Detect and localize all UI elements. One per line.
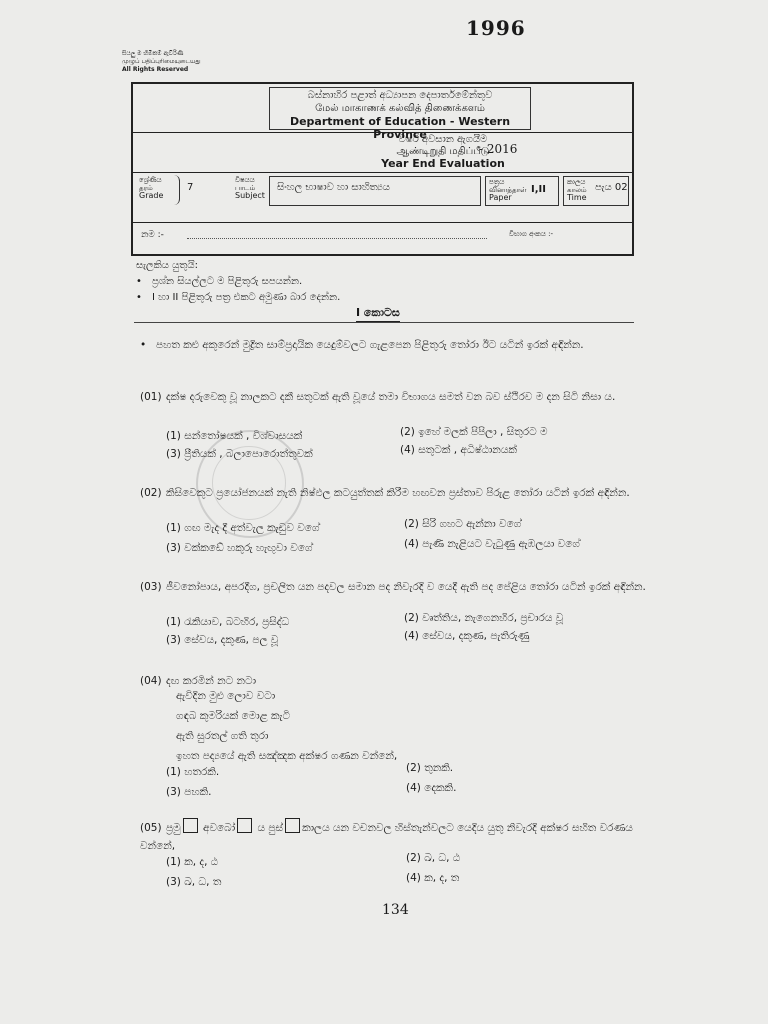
- instruction-item: • I හා II පිළිතුරු පත්‍ර එකට අමුණා බාර දෙන්න.: [136, 292, 341, 303]
- instruction-text: I හා II පිළිතුරු පත්‍ර එකට අමුණා බාර දෙන්න.: [152, 292, 341, 303]
- word-part: පුස්: [268, 822, 284, 834]
- poem-line: ඇති සුරතල් ගති තුරා: [176, 730, 269, 742]
- exam-info-row: [133, 172, 632, 212]
- instructions-title: සැලකිය යුතුයි:: [136, 260, 198, 271]
- blank-box: [183, 818, 198, 833]
- option[interactable]: (4) ක, ද, ත: [406, 872, 460, 884]
- page-number: 134: [382, 902, 409, 918]
- evaluation-title: [253, 134, 633, 170]
- question-text: ඉහත පද්‍යයේ ඇති සඤ්ඤක අක්ෂර ගණන වන්නේ,: [176, 750, 398, 762]
- grade-value: 7: [187, 182, 194, 193]
- bracket: [173, 175, 180, 205]
- option[interactable]: (2) වෘත්තිය, නැගෙනහිර, ප්‍රචාරය වූ: [404, 612, 564, 624]
- option[interactable]: (2) ඛ, ධ, ඨ: [406, 852, 460, 864]
- question-text: ජීවනෝපාය, අපරදීග, ප්‍රචලිත යන පදවල සමාන පද නිවැරදි ව යෙදී ඇති පද පේළිය තෝරා යටින් ඉරක් අඳින්න.: [166, 581, 646, 593]
- option[interactable]: (4) සතුටක් , අධිෂ්ඨානයක්: [400, 444, 517, 456]
- poem-line: ගඳබ කුමරියක් මොළ කැටි: [176, 710, 291, 722]
- section-title: I කොටස: [356, 306, 400, 322]
- option[interactable]: (4) පැණි නැළියට වැටුණු ඇඹලයා වගේ: [404, 538, 580, 550]
- paper-label-en: Paper: [489, 193, 512, 202]
- subject-value: සිංහල භාෂාව හා සාහිත්‍යය: [277, 182, 390, 193]
- option[interactable]: (3) සේවය, දකුණ, පල වූ: [166, 634, 279, 646]
- instructions: [136, 258, 340, 306]
- option[interactable]: (3) ප්‍රීතියක් , බලාපොරොත්තුවක්: [166, 448, 313, 460]
- time-label: [567, 178, 587, 202]
- name-label: නම :-: [141, 230, 164, 240]
- poem-line: ඇවිදින මුළු ලොව වටා: [176, 690, 276, 702]
- paper-label-si: පත්‍රය: [489, 178, 505, 186]
- subject-label: [235, 176, 265, 200]
- time-label-ta: காலம்: [567, 186, 587, 194]
- eval-si: වර්ෂ අවසාන ඇගයීම: [398, 134, 488, 145]
- eval-ta: ஆண்டிறுதி மதிப்பீடு: [396, 146, 490, 157]
- option[interactable]: (4) දෙකකි.: [406, 782, 457, 794]
- option[interactable]: (4) සේවය, දකුණ, පැතිරුණු: [404, 630, 530, 642]
- option[interactable]: (1) හතරකි.: [166, 766, 220, 778]
- intro-text: පහත කළු අකුරෙන් මුද්‍රිත සාම්ප්‍රදායික යෙදුම්වලට ගැළපෙන පිළිතුරු තෝරා ඊට යටින් ඉරක් අඳින්න.: [156, 339, 584, 351]
- copyright-si: සියලු ම හිමිකම් ඇවිරිණි: [122, 50, 184, 57]
- instruction-item: • ප්‍රශ්න සියල්ලට ම පිළිතුරු සපයන්න.: [136, 276, 303, 287]
- word-part: අවබෝ: [203, 822, 236, 834]
- poem: [176, 686, 397, 766]
- paper-label-ta: வினாத்தாள்: [489, 186, 527, 194]
- paper-label: [489, 178, 527, 202]
- document-number: 1996: [466, 16, 526, 40]
- subject-label-en: Subject: [235, 191, 265, 200]
- copyright-ta: முழுப் பதிப்புரிமையுடையது: [122, 58, 201, 65]
- time-value: පැය 02: [595, 182, 628, 193]
- grade-label-en: Grade: [139, 191, 164, 200]
- grade-label-ta: தரம்: [139, 184, 153, 192]
- grade-label-si: ශ්‍රේණිය: [139, 176, 162, 184]
- option[interactable]: (1) සන්තෝෂයක් , විශ්වාසයක්: [166, 430, 303, 442]
- question-number: (03): [140, 581, 162, 593]
- grade-label: [139, 176, 163, 200]
- question-2: [140, 484, 660, 502]
- option[interactable]: (3) වක්කඩේ හකුරු හැඟුවා වගේ: [166, 542, 313, 554]
- option[interactable]: (1) ක, ද, ඨ: [166, 856, 218, 868]
- option[interactable]: (2) සිරි ගහට ඇන්නා වගේ: [404, 518, 522, 530]
- name-line: [187, 238, 487, 239]
- exam-header: [131, 82, 634, 256]
- word-part: කාලය: [302, 822, 330, 834]
- header-divider: [133, 132, 632, 133]
- dept-si: බස්නාහිර පළාත් අධ්‍යාපන දෙපාර්තමේන්තුව: [307, 90, 493, 101]
- question-number: (01): [140, 391, 162, 403]
- question-1: [140, 388, 660, 406]
- copyright-en: All Rights Reserved: [122, 66, 189, 73]
- option[interactable]: (1) රැකියාව, බටහිර, ප්‍රසිද්ධ: [166, 616, 290, 628]
- word-part: ප්‍රමු: [166, 822, 181, 834]
- option[interactable]: (1) ගඟ මැද දී අත්වැල කැඩුව වගේ: [166, 522, 320, 534]
- question-3: [140, 578, 660, 596]
- question-text: දක්ෂ දරුවෙකු වූ නාලකට දකී සතුටක් ඇති වූයේ තමා විභාගය සමත් වන බව ස්ථිරව ම දන සිටි නිසා ය.: [166, 391, 616, 403]
- question-number: (04): [140, 675, 162, 687]
- copyright-notice: [122, 50, 222, 74]
- subject-label-ta: பாடம்: [235, 184, 256, 192]
- option[interactable]: (3) පහකි.: [166, 786, 212, 798]
- option[interactable]: (3) ඛ, ධ, ත: [166, 876, 222, 888]
- paper-value: I,II: [531, 184, 546, 195]
- blank-box: [285, 818, 300, 833]
- question-number: (05): [140, 822, 162, 834]
- word-part: ය: [257, 822, 266, 834]
- question-5: [140, 818, 660, 855]
- blank-box: [237, 818, 252, 833]
- section-divider: [134, 322, 634, 323]
- poem-line: දඟ කරමින් නට නටා: [166, 675, 257, 687]
- option[interactable]: (2) ඉහේ මලක් පිපිලා , සිතුරට ම: [400, 426, 548, 438]
- question-text: කිසිවෙකුට ප්‍රයෝජනයක් නැති නිෂ්ඵල කටයුත්තක් කිරීම හඟවන ප්‍රස්තාව පිරුළ තෝරා යටින් ඉරක් අඳින්න.: [166, 487, 630, 499]
- question-number: (02): [140, 487, 162, 499]
- subject-label-si: විෂයය: [235, 176, 255, 184]
- header-divider: [133, 222, 632, 223]
- time-label-si: කාලය: [567, 178, 586, 186]
- section-intro: • පහත කළු අකුරෙන් මුද්‍රිත සාම්ප්‍රදායික යෙදුම්වලට ගැළපෙන පිළිතුරු තෝරා ඊට යටින් ඉරක් අඳින්න.: [140, 339, 584, 351]
- instruction-text: ප්‍රශ්න සියල්ලට ම පිළිතුරු සපයන්න.: [152, 276, 303, 287]
- question-text: යන වචනවල හිස්තැන්වලට යෙදිය යුතු නිවැරදි අක්ෂර සහිත වරණය වන්නේ,: [140, 822, 633, 852]
- index-label: විභාග අංකය :-: [509, 230, 553, 238]
- time-label-en: Time: [567, 193, 587, 202]
- eval-en: Year End Evaluation: [381, 157, 505, 170]
- dept-en: Department of Education - Western Province: [289, 115, 511, 141]
- dept-ta: மேல் மாகாணக் கல்வித் திணைக்களம்: [315, 103, 485, 114]
- eval-year: - 2016: [479, 142, 518, 156]
- option[interactable]: (2) තුනකි.: [406, 762, 454, 774]
